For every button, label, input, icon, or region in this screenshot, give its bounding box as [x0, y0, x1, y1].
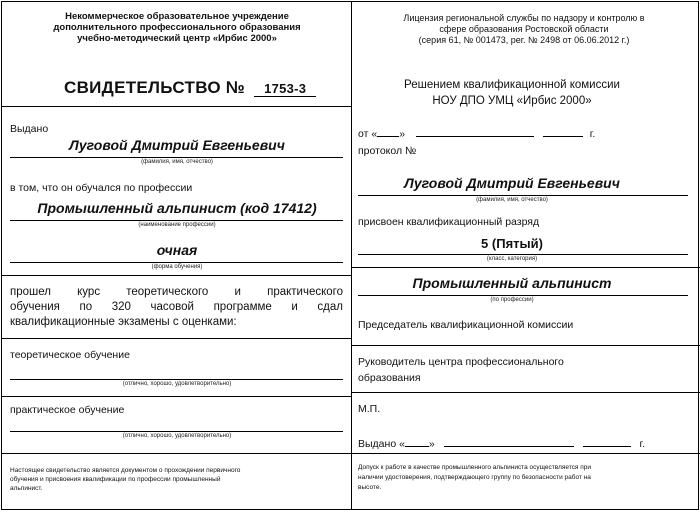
- name-caption: (фамилия, имя, отчество): [141, 159, 213, 165]
- issued-month-blank: [444, 435, 574, 447]
- left-footer: [10, 466, 240, 493]
- month-blank: [416, 125, 534, 137]
- issued-year-blank: [583, 435, 631, 447]
- certificate-number: 1753-3: [254, 81, 316, 97]
- profession-caption-right: (по профессии): [490, 297, 534, 303]
- center-divider: [351, 2, 352, 509]
- head-of-center: [358, 354, 564, 386]
- header-line: Некоммерческое образовательное учреждение: [65, 11, 289, 22]
- right-separator-1: [351, 267, 700, 268]
- theory-label: теоретическое обучение: [10, 349, 130, 361]
- footer-line: Настоящее свидетельство является документом о прохождении первичного: [10, 467, 241, 474]
- decision-line: НОУ ДПО УМЦ «Ирбис 2000»: [432, 95, 592, 107]
- right-separator-4: [351, 453, 700, 454]
- head-line: образования: [358, 372, 421, 384]
- issued-day-blank: [405, 435, 429, 447]
- footer-line: альпинист.: [10, 485, 43, 492]
- header-line: учебно-методический центр «Ирбис 2000»: [77, 33, 277, 44]
- left-header: [53, 11, 300, 44]
- footer-line: высоте.: [358, 484, 382, 491]
- profession-line-right: [358, 295, 688, 296]
- left-separator-4: [2, 396, 351, 397]
- trained-label: в том, что он обучался по профессии: [10, 182, 193, 194]
- course-text: [10, 285, 343, 315]
- profession-line: [10, 220, 343, 221]
- profession-right: Промышленный альпинист: [412, 275, 612, 291]
- course-line: обучения по 320 часовой программе и сдал: [10, 301, 343, 313]
- protocol-label: протокол №: [358, 145, 417, 157]
- study-form-line: [10, 262, 343, 263]
- left-separator-3: [2, 338, 351, 339]
- rank-caption: (класс, категория): [486, 256, 538, 262]
- seal-label: М.П.: [358, 403, 381, 415]
- left-separator-2: [2, 275, 351, 276]
- rank-line: [358, 254, 688, 255]
- right-separator-2: [351, 345, 700, 346]
- issued-year-suffix: г.: [639, 438, 645, 450]
- rank-label: присвоен квалификационный разряд: [358, 216, 540, 228]
- study-form-caption: (форма обучения): [151, 264, 203, 270]
- issued-label-right: Выдано «: [358, 438, 405, 450]
- footer-line: Допуск к работе в качестве промышленного альпиниста осуществляется при: [358, 464, 592, 471]
- issued-quote-close: »: [428, 438, 435, 450]
- right-separator-3: [351, 392, 700, 393]
- holder-name-right: Луговой Дмитрий Евгеньевич: [404, 175, 620, 191]
- issued-date-row: [358, 435, 645, 450]
- name-line-right: [358, 195, 688, 196]
- certificate-title: [64, 78, 316, 98]
- course-last-line: квалификационные экзамены с оценками:: [10, 316, 237, 328]
- decision-line: Решением квалификационной комиссии: [404, 79, 620, 91]
- certificate: [1, 1, 699, 510]
- header-line: дополнительного профессионального образования: [53, 22, 301, 33]
- theory-grade-caption: (отлично, хорошо, удовлетворительно): [122, 381, 232, 387]
- footer-line: наличии удостоверения, подтверждающего группу по безопасности работ на: [358, 474, 591, 481]
- left-separator-1: [2, 106, 351, 107]
- course-line: прошел курс теоретического и практического: [10, 286, 343, 298]
- study-form: очная: [156, 242, 198, 258]
- day-blank: [377, 125, 399, 137]
- holder-name: Луговой Дмитрий Евгеньевич: [69, 137, 285, 153]
- issued-label: Выдано: [10, 123, 49, 135]
- year-suffix: г.: [589, 128, 596, 140]
- head-line: Руководитель центра профессионального: [358, 356, 564, 368]
- name-caption-right: (фамилия, имя, отчество): [476, 197, 548, 203]
- practice-grade-caption: (отлично, хорошо, удовлетворительно): [122, 433, 232, 439]
- practice-label: практическое обучение: [10, 404, 125, 416]
- left-separator-5: [2, 453, 351, 454]
- right-footer: [358, 463, 591, 493]
- name-line: [10, 157, 343, 158]
- from-label: от «: [358, 128, 378, 140]
- title-prefix: СВИДЕТЕЛЬСТВО №: [64, 78, 246, 97]
- license-line: Лицензия региональной службы по надзору и контролю в: [403, 13, 645, 23]
- decision-date-row: [358, 125, 595, 140]
- practice-grade-line: [10, 431, 343, 432]
- rank-value: 5 (Пятый): [481, 236, 543, 251]
- commission-decision: [404, 77, 620, 109]
- quote-close: »: [399, 128, 406, 140]
- license-line: (серия 61, № 001473, рег. № 2498 от 06.06.2012 г.): [418, 35, 630, 45]
- profession: Промышленный альпинист (код 17412): [37, 200, 317, 216]
- chairman-label: Председатель квалификационной комиссии: [358, 319, 574, 331]
- license-line: сфере образования Ростовской области: [439, 24, 609, 34]
- year-blank: [543, 125, 583, 137]
- footer-line: обучения и присвоения квалификации по профессии промышленный: [10, 476, 221, 483]
- theory-grade-line: [10, 379, 343, 380]
- profession-caption: (наименование профессии): [138, 222, 216, 228]
- license-info: [403, 13, 644, 46]
